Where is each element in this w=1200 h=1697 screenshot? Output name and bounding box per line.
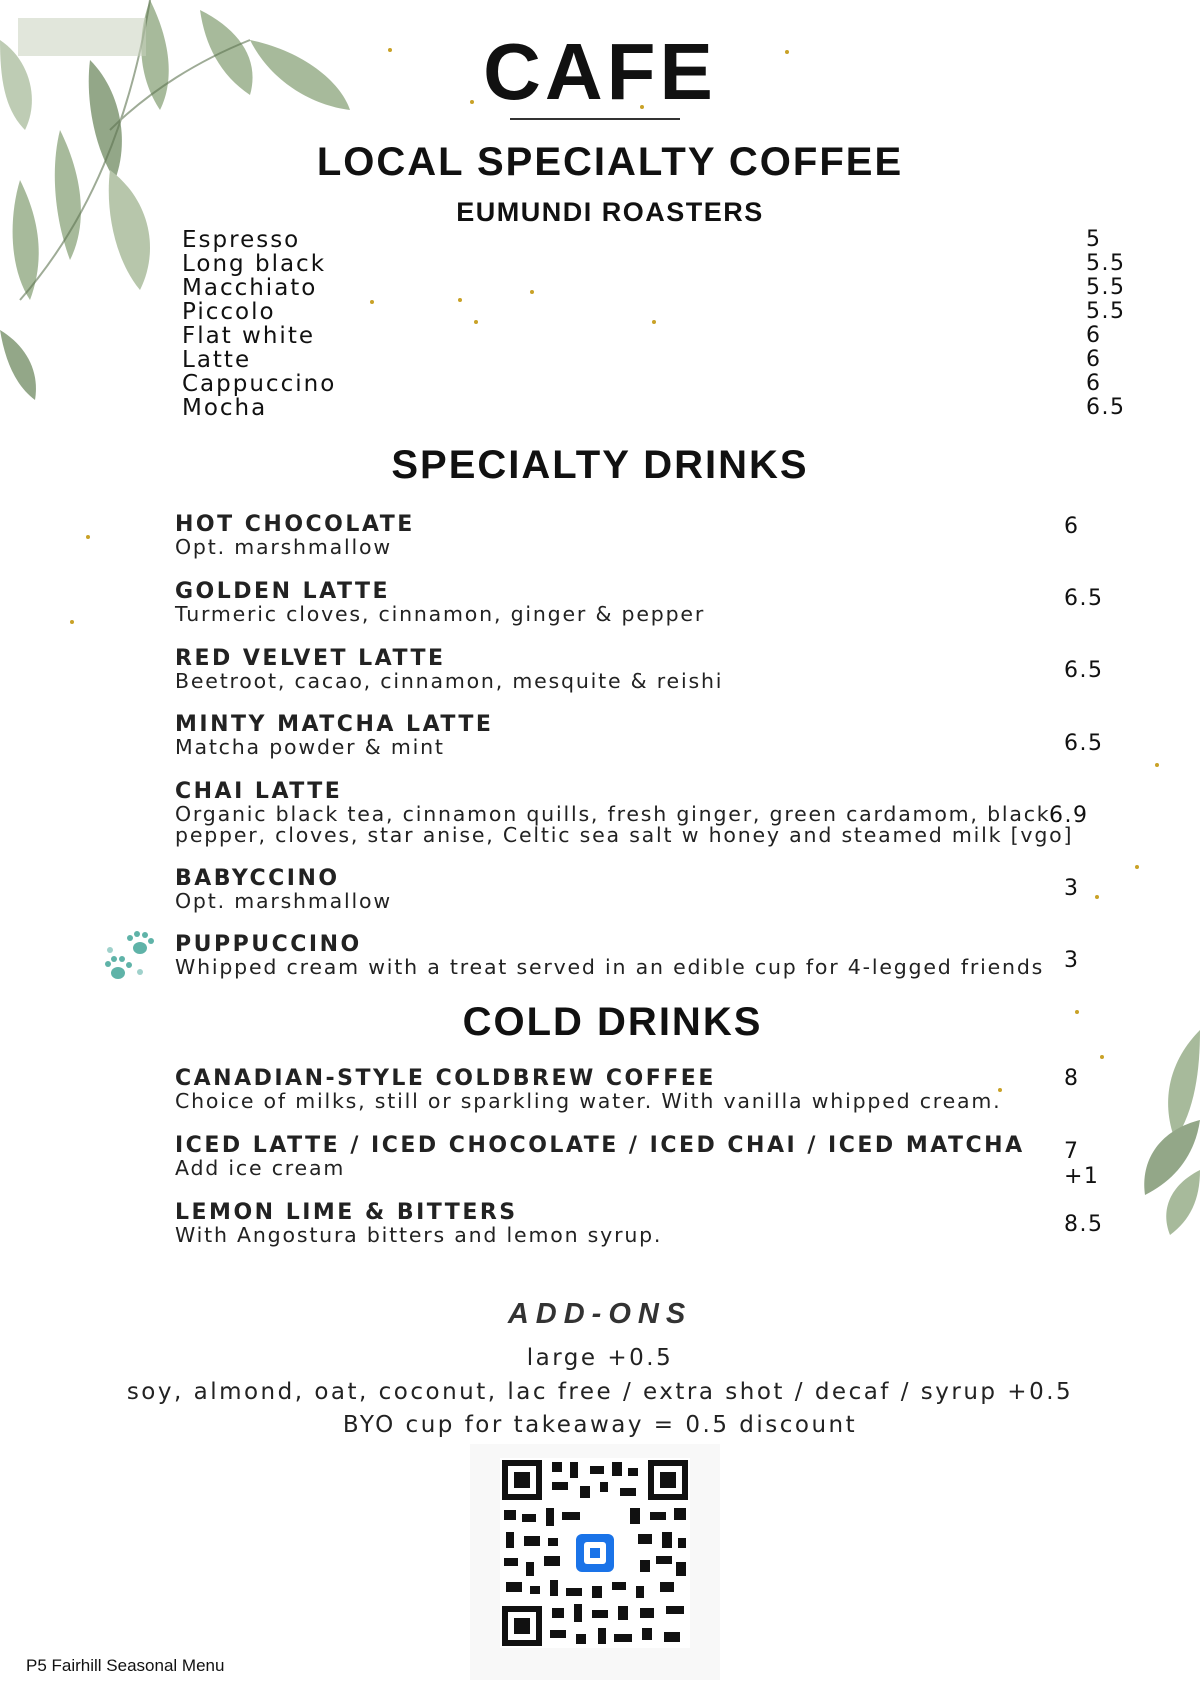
- coffee-item: [182, 324, 1132, 348]
- menu-item: [175, 1067, 1075, 1112]
- coffee-item: [182, 252, 1132, 276]
- menu-item: [175, 780, 1075, 846]
- item-price: 6: [1064, 514, 1080, 539]
- gold-speck: [70, 620, 74, 624]
- section-heading-addons: ADD-ONS: [507, 1298, 693, 1330]
- menu-item: [175, 647, 1075, 692]
- coffee-item: [182, 348, 1132, 372]
- item-name: MINTY MATCHA LATTE: [175, 712, 494, 737]
- item-price: 8.5: [1064, 1212, 1104, 1237]
- menu-item: [175, 1134, 1075, 1179]
- addon-line: BYO cup for takeaway = 0.5 discount: [342, 1412, 858, 1438]
- footer-label: P5 Fairhill Seasonal Menu: [26, 1656, 225, 1675]
- item-description: Opt. marshmallow: [175, 535, 392, 559]
- item-price: 6.9: [1049, 803, 1089, 828]
- coffee-item: [182, 228, 1132, 252]
- item-description: Choice of milks, still or sparkling water. With vanilla whipped cream.: [175, 1089, 1002, 1113]
- coffee-item: [182, 300, 1132, 324]
- coffee-item-price: 6.5: [1086, 395, 1126, 420]
- item-price: 8: [1064, 1066, 1080, 1091]
- coffee-item-name: Espresso: [182, 227, 301, 253]
- paw-print-icon: [102, 928, 162, 986]
- item-name: LEMON LIME & BITTERS: [175, 1200, 518, 1225]
- item-price: 3: [1064, 876, 1080, 901]
- item-price: 7: [1064, 1139, 1080, 1164]
- coffee-item-name: Cappuccino: [182, 371, 337, 397]
- coffee-item-name: Latte: [182, 347, 252, 373]
- item-name: PUPPUCCINO: [175, 932, 362, 957]
- item-price: 6.5: [1064, 658, 1104, 683]
- coffee-item-name: Macchiato: [182, 275, 318, 301]
- gold-speck: [1095, 895, 1099, 899]
- page-title: CAFE: [483, 27, 717, 116]
- coffee-item-name: Flat white: [182, 323, 315, 349]
- item-name: ICED LATTE / ICED CHOCOLATE / ICED CHAI / ICED MATCHA: [175, 1133, 1025, 1158]
- item-description: Add ice cream: [175, 1156, 346, 1180]
- item-description: With Angostura bitters and lemon syrup.: [175, 1223, 663, 1247]
- coffee-item-price: 5.5: [1086, 251, 1126, 276]
- menu-item: [175, 867, 1075, 912]
- item-price: 6.5: [1064, 586, 1104, 611]
- item-name: HOT CHOCOLATE: [175, 512, 415, 537]
- menu-item: [175, 513, 1075, 558]
- item-description-continued: pepper, cloves, star anise, Celtic sea salt w honey and steamed milk [vgo]: [175, 823, 1074, 847]
- section-heading-coffee: LOCAL SPECIALTY COFFEE: [316, 140, 904, 184]
- coffee-menu-list: [182, 228, 1132, 420]
- coffee-item: [182, 372, 1132, 396]
- item-description: Turmeric cloves, cinnamon, ginger & pepper: [175, 602, 706, 626]
- coffee-item: [182, 276, 1132, 300]
- coffee-item: [182, 396, 1132, 420]
- item-description: Organic black tea, cinnamon quills, fresh ginger, green cardamom, black: [175, 802, 1051, 826]
- coffee-item-price: 6: [1086, 371, 1102, 396]
- item-price-extra: +1: [1064, 1164, 1100, 1189]
- coffee-item-name: Long black: [182, 251, 327, 277]
- coffee-item-price: 5.5: [1086, 299, 1126, 324]
- coffee-item-price: 5: [1086, 227, 1102, 252]
- coffee-item-price: 5.5: [1086, 275, 1126, 300]
- roaster-name: EUMUNDI ROASTERS: [456, 197, 764, 227]
- item-name: CHAI LATTE: [175, 779, 343, 804]
- item-price: 3: [1064, 948, 1080, 973]
- section-heading-cold: COLD DRINKS: [462, 1000, 763, 1044]
- menu-item: [175, 580, 1075, 625]
- coffee-item-name: Piccolo: [182, 299, 276, 325]
- item-name: BABYCCINO: [175, 866, 340, 891]
- item-name: CANADIAN-STYLE COLDBREW COFFEE: [175, 1066, 716, 1091]
- title-underline: [510, 118, 680, 120]
- item-name: GOLDEN LATTE: [175, 579, 391, 604]
- section-heading-specialty: SPECIALTY DRINKS: [391, 443, 809, 487]
- item-description: Beetroot, cacao, cinnamon, mesquite & reishi: [175, 669, 724, 693]
- gold-speck: [1135, 865, 1139, 869]
- item-price: 6.5: [1064, 731, 1104, 756]
- item-description: Matcha powder & mint: [175, 735, 445, 759]
- menu-item: [175, 933, 1075, 978]
- item-description: Whipped cream with a treat served in an edible cup for 4-legged friends: [175, 955, 1045, 979]
- item-description: Opt. marshmallow: [175, 889, 392, 913]
- menu-item: [175, 713, 1075, 758]
- addon-line: soy, almond, oat, coconut, lac free / extra shot / decaf / syrup +0.5: [126, 1379, 1074, 1405]
- coffee-item-price: 6: [1086, 347, 1102, 372]
- gold-speck: [1155, 763, 1159, 767]
- gold-speck: [1100, 1055, 1104, 1059]
- item-name: RED VELVET LATTE: [175, 646, 446, 671]
- menu-item: [175, 1201, 1075, 1246]
- coffee-item-price: 6: [1086, 323, 1102, 348]
- qr-code-icon[interactable]: [500, 1458, 690, 1648]
- gold-speck: [86, 535, 90, 539]
- coffee-item-name: Mocha: [182, 395, 268, 421]
- addon-line: large +0.5: [526, 1345, 674, 1371]
